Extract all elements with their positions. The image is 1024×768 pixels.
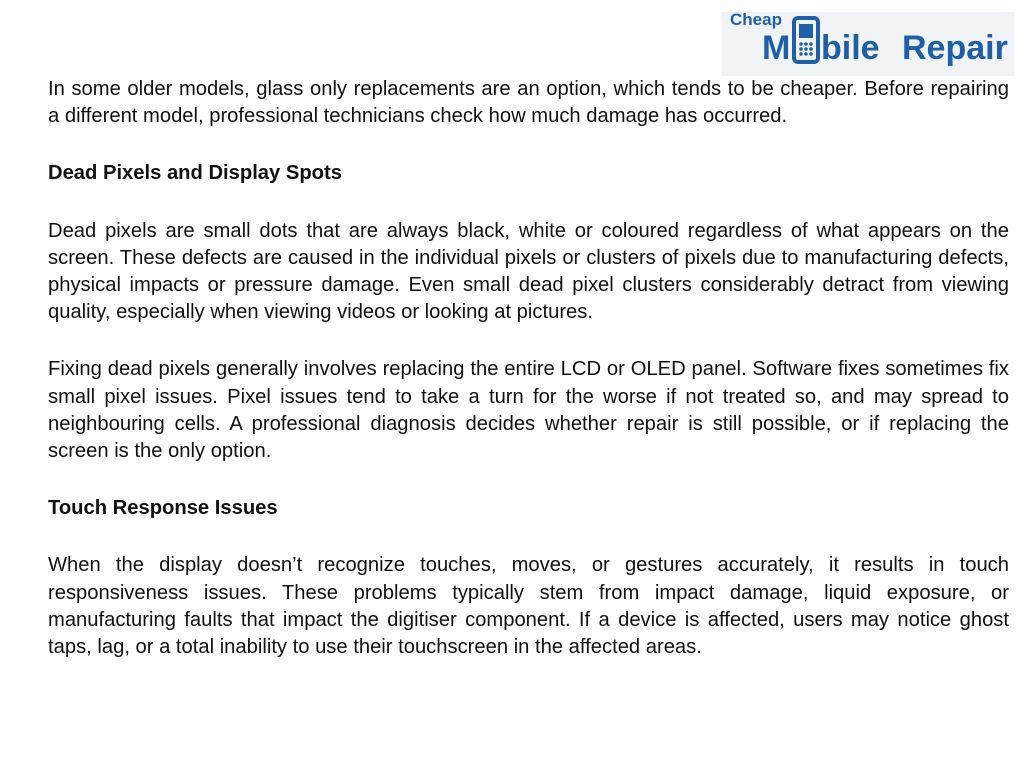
brand-logo	[722, 12, 1014, 76]
logo-text-top: Cheap	[730, 12, 782, 29]
section-heading-dead-pixels: Dead Pixels and Display Spots	[48, 162, 342, 185]
fixing-dead-pixels-paragraph: Fixing dead pixels generally involves replacing the entire LCD or OLED panel. Software fixes sometimes fix small pixel issues. Pixel issues tend to take a turn for the worse if not treated so, and may spread to neighbouring cells. A professional diagnosis decides whether repair is still possible, or if replacing the screen is the only option.	[48, 358, 1009, 463]
logo-graphic	[722, 12, 1014, 76]
touch-response-paragraph: When the display doesn’t recognize touches, moves, or gestures accurately, it results in touch responsiveness issues. These problems typically stem from impact damage, liquid exposure, or manufacturing faults that impact the digitiser component. If a device is affected, users may notice ghost taps, lag, or a total inability to use their touchscreen in the affected areas.	[48, 554, 1009, 659]
logo-text-m: M	[762, 29, 791, 67]
intro-paragraph: In some older models, glass only replacements are an option, which tends to be cheaper. Before repairing a different model, professional technicians check how much damage has occurred.	[48, 78, 1009, 128]
dead-pixels-paragraph: Dead pixels are small dots that are always black, white or coloured regardless of what appears on the screen. These defects are caused in the individual pixels or clusters of pixels due to manufacturing defects, physical impacts or pressure damage. Even small dead pixel clusters considerably detract from viewing quality, especially when viewing videos or looking at pictures.	[48, 219, 1009, 324]
logo-text-suffix: Repair	[902, 29, 1008, 67]
article-body	[48, 76, 1009, 661]
mobile-phone-icon	[794, 18, 818, 62]
section-heading-touch-response: Touch Response Issues	[48, 497, 278, 520]
logo-text-middle: bile	[821, 29, 880, 67]
